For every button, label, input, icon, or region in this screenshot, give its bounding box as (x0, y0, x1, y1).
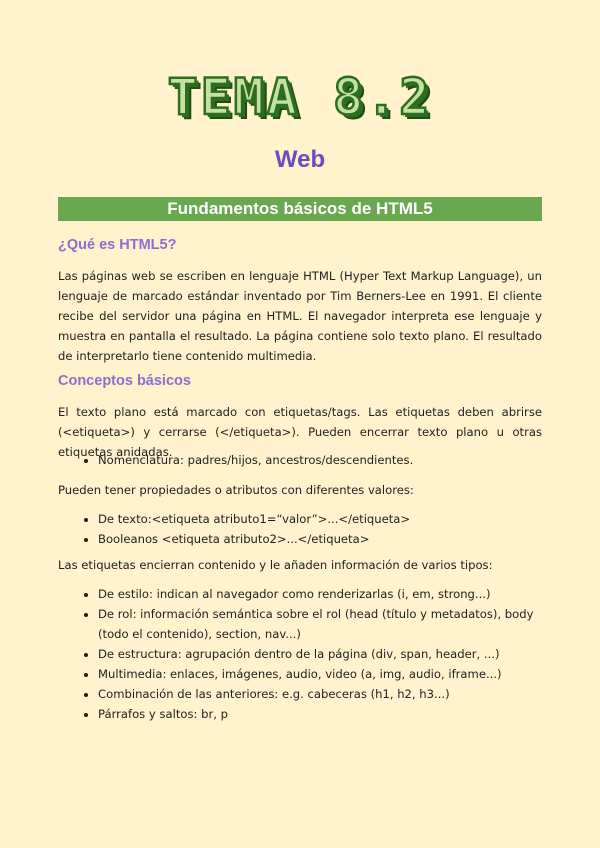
list-atributos (78, 509, 562, 549)
section-banner: Fundamentos básicos de HTML5 (58, 197, 542, 221)
subject-title: Web (274, 146, 326, 173)
paragraph-etiquetas: El texto plano está marcado con etiquetas/tags. Las etiquetas deben abrirse (<etiqueta>) y cerrarse (</etiqueta>). Pueden encerrar texto plano u otras etiquetas anidadas. (58, 405, 542, 459)
list-item: • De estructura: agrupación dentro de la página (div, span, header, ...) (98, 644, 562, 664)
list-item: • Párrafos y saltos: br, p (98, 704, 562, 724)
list-item: • Booleanos <etiqueta atributo2>...</etiqueta> (98, 529, 562, 549)
list-item: • De rol: información semántica sobre el rol (head (título y metadatos), body (todo el contenido), section, nav...) (98, 604, 562, 644)
list-item: • De texto:<etiqueta atributo1=“valor”>...</etiqueta> (98, 509, 562, 529)
list-item: • Nomenclatura: padres/hijos, ancestros/descendientes. (98, 450, 562, 470)
paragraph-atributos: Pueden tener propiedades o atributos con diferentes valores: (58, 483, 414, 497)
list-tipos (78, 584, 562, 724)
heading-que-es-html5: ¿Qué es HTML5? (58, 237, 177, 253)
list-nomenclatura (78, 450, 562, 470)
paragraph-tipos: Las etiquetas encierran contenido y le añaden información de varios tipos: (58, 558, 493, 572)
list-item: • De estilo: indican al navegador como renderizarlas (i, em, strong...) (98, 584, 562, 604)
paragraph-intro: Las páginas web se escriben en lenguaje HTML (Hyper Text Markup Language), un lenguaje de marcado estándar inventado por Tim Berners-Lee en 1991. El cliente recibe del servidor una página en HTML. El navegador interpreta ese lenguaje y muestra en pantalla el resultado. La página contiene solo texto plano. El resultado de interpretarlo tiene contenido multimedia. (58, 269, 542, 363)
list-item: • Multimedia: enlaces, imágenes, audio, video (a, img, audio, iframe...) (98, 664, 562, 684)
tema-title: TEMA 8.2 (167, 68, 433, 126)
heading-conceptos-basicos: Conceptos básicos (58, 373, 191, 389)
list-item: • Combinación de las anteriores: e.g. cabeceras (h1, h2, h3...) (98, 684, 562, 704)
